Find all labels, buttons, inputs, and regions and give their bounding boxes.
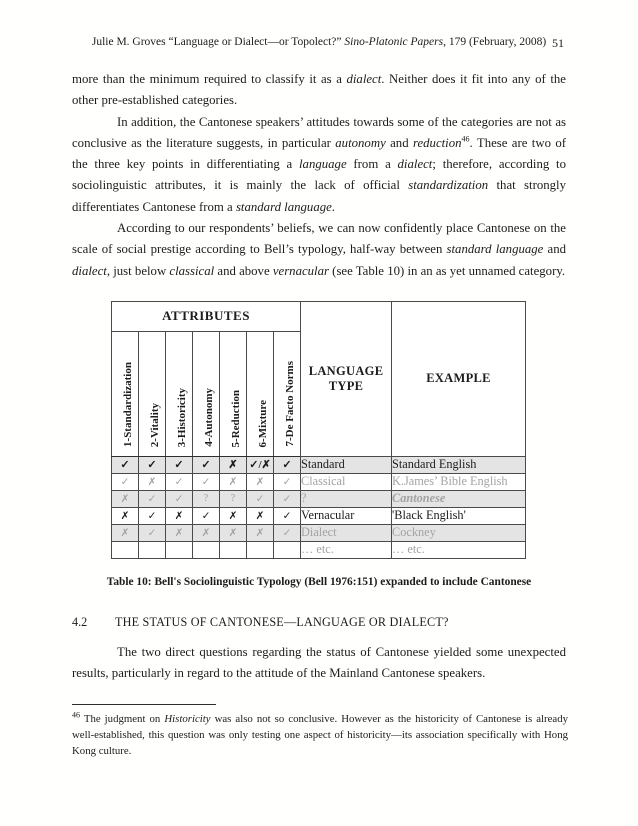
attribute-column-label: 5-Reduction [229, 389, 242, 447]
paragraph-1: more than the minimum required to classify it as a dialect. Neither does it fit into any of the other pre-established categories. [72, 72, 566, 108]
attribute-mark: ✓ [166, 456, 193, 473]
running-head-issue: , 179 (February, 2008) [443, 36, 547, 48]
example-header: EXAMPLE [392, 301, 526, 456]
attribute-mark [166, 541, 193, 558]
attribute-mark [247, 541, 274, 558]
attribute-mark: ✓ [112, 456, 139, 473]
running-head-citation: Julie M. Groves “Language or Dialect—or Topolect?” [91, 36, 345, 48]
footnote [72, 704, 568, 759]
footnote-text: $^{46}$ The judgment on Historicity was also not so conclusive. However as the historicity of Cantonese is already well-established, this question was only testing one aspect of historicity—its association specifically with Hong Kong culture. [72, 710, 568, 757]
attribute-column-label: 3-Historicity [175, 387, 188, 447]
attribute-column-label: 7-De Facto Norms [283, 361, 296, 447]
language-type-cell: Vernacular [301, 507, 392, 524]
attribute-mark: ✗ [166, 507, 193, 524]
table-row [112, 490, 526, 507]
attribute-mark: ? [220, 490, 247, 507]
attribute-column-header [220, 331, 247, 456]
language-type-cell: Classical [301, 473, 392, 490]
paragraph-2: In addition, the Cantonese speakers’ attitudes towards some of the categories are not as conclusive as the literature suggests, in particular autonomy and reduction$^{46}$. These are two of the three key points in differentiating a language from a dialect; therefore, according to sociolinguistic attributes, it is mainly the lack of official standardization that strongly differentiates Cantonese from a standard language. [72, 114, 567, 214]
table-row [112, 456, 526, 473]
paragraph-4: The two direct questions regarding the status of Cantonese yielded some unexpected results, particularly in regard to the attitude of the Mainland Cantonese speakers. [72, 644, 566, 681]
attribute-mark: ✓ [193, 507, 220, 524]
paragraph-3: According to our respondents’ beliefs, we can now confidently place Cantonese on the scale of social prestige according to Bell’s typology, half-way between standard language and dialect, just below classical and above vernacular (see Table 10) in an as yet unnamed category. [72, 221, 566, 278]
attribute-column-header [166, 331, 193, 456]
attribute-mark: ✓ [274, 473, 301, 490]
attribute-mark: ✗ [220, 473, 247, 490]
attribute-mark [112, 541, 139, 558]
attribute-mark: ✗ [166, 524, 193, 541]
running-head [72, 36, 566, 48]
attribute-mark [274, 541, 301, 558]
attribute-mark: ✓ [139, 456, 166, 473]
attribute-mark: ✗ [112, 507, 139, 524]
typology-table-wrap [111, 301, 566, 559]
attribute-mark [220, 541, 247, 558]
language-type-cell: Standard [301, 456, 392, 473]
attribute-mark: ✗ [247, 473, 274, 490]
attribute-column-label: 6-Mixture [256, 399, 269, 447]
attribute-column-label: 1-Standardization [121, 362, 134, 447]
table-row [112, 473, 526, 490]
body-text [72, 69, 566, 685]
attribute-mark: ✓ [274, 524, 301, 541]
example-cell: Cantonese [392, 490, 526, 507]
example-cell: 'Black English' [392, 507, 526, 524]
attribute-column-header [193, 331, 220, 456]
attribute-mark: ✗ [247, 524, 274, 541]
journal-title: Sino-Platonic Papers [344, 36, 444, 48]
section-number: 4.2 [72, 614, 88, 629]
attribute-mark: ✗ [112, 524, 139, 541]
attribute-mark: ✓ [112, 473, 139, 490]
table-row [112, 507, 526, 524]
attribute-column-label: 2-Vitality [148, 402, 161, 447]
section-heading [72, 615, 566, 630]
example-cell: Standard English [392, 456, 526, 473]
typology-table [111, 301, 526, 559]
attribute-mark: ✓ [139, 507, 166, 524]
attribute-mark: ? [193, 490, 220, 507]
attribute-mark: ✓ [274, 456, 301, 473]
attribute-mark: ✗ [220, 456, 247, 473]
footnote-separator [72, 704, 216, 705]
example-cell: K.James’ Bible English [392, 473, 526, 490]
example-cell: … etc. [392, 541, 526, 558]
attribute-mark: ✓/✗ [247, 456, 274, 473]
attribute-column-header [247, 331, 274, 456]
attribute-mark [193, 541, 220, 558]
attribute-mark: ✗ [220, 507, 247, 524]
attribute-mark: ✗ [139, 473, 166, 490]
attribute-mark: ✗ [193, 524, 220, 541]
attribute-mark [139, 541, 166, 558]
attribute-column-header [139, 331, 166, 456]
attribute-mark: ✓ [166, 473, 193, 490]
table-row [112, 541, 526, 558]
language-type-header: LANGUAGE TYPE [301, 301, 392, 456]
table-row [112, 524, 526, 541]
attribute-mark: ✓ [274, 490, 301, 507]
attribute-mark: ✓ [166, 490, 193, 507]
example-cell: Cockney [392, 524, 526, 541]
attribute-mark: ✓ [139, 524, 166, 541]
attribute-mark: ✓ [274, 507, 301, 524]
attribute-mark: ✓ [193, 473, 220, 490]
attributes-header: ATTRIBUTES [112, 301, 301, 331]
page-number: 51 [552, 36, 564, 50]
language-type-cell: ? [301, 490, 392, 507]
attribute-mark: ✗ [247, 507, 274, 524]
language-type-cell: Dialect [301, 524, 392, 541]
attribute-mark: ✓ [247, 490, 274, 507]
attribute-mark: ✓ [139, 490, 166, 507]
attribute-mark: ✗ [112, 490, 139, 507]
attribute-column-label: 4-Autonomy [202, 388, 215, 447]
language-type-cell: … etc. [301, 541, 392, 558]
attribute-mark: ✓ [193, 456, 220, 473]
section-title: THE STATUS OF CANTONESE—LANGUAGE OR DIALECT? [115, 614, 449, 629]
attribute-column-header [274, 331, 301, 456]
attribute-column-header [112, 331, 139, 456]
table-caption: Table 10: Bell's Sociolinguistic Typology (Bell 1976:151) expanded to include Cantonese [106, 575, 532, 588]
attribute-mark: ✗ [220, 524, 247, 541]
